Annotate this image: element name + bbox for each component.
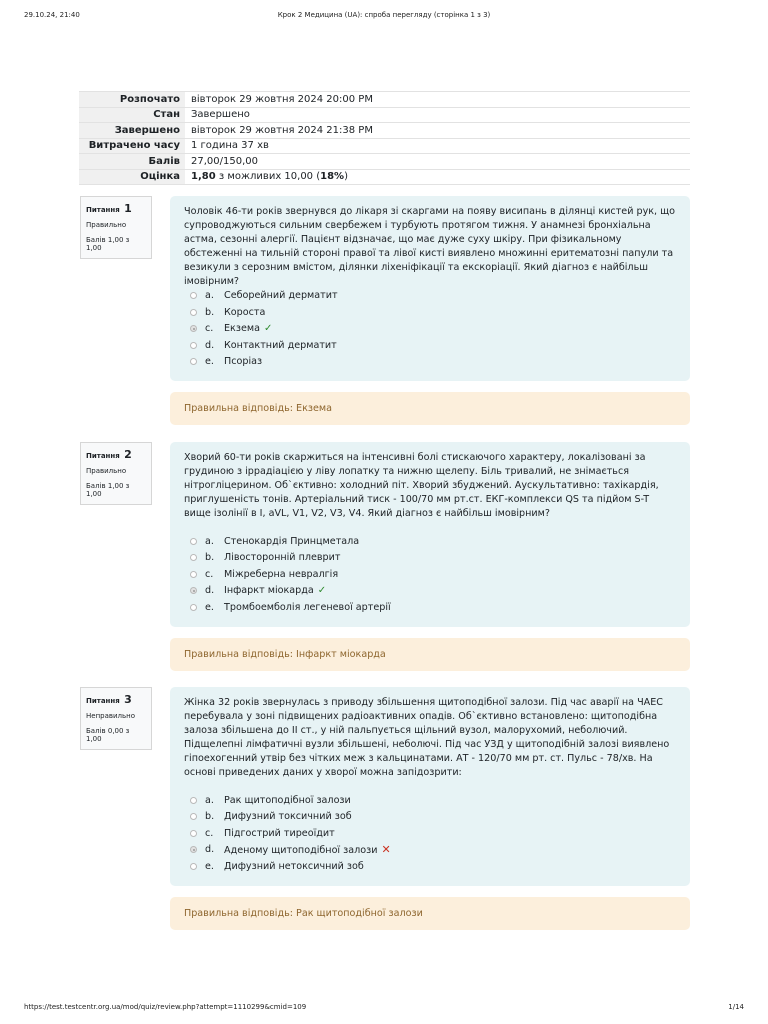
- cross-icon: ✕: [381, 843, 391, 857]
- radio-button[interactable]: [190, 830, 197, 837]
- radio-button[interactable]: [190, 309, 197, 316]
- radio-button[interactable]: [190, 342, 197, 349]
- question-state: Неправильно: [86, 712, 136, 720]
- summary-row: [79, 107, 690, 123]
- summary-value: 1 година 37 хв: [185, 138, 690, 154]
- question-state: Правильно: [86, 221, 127, 229]
- answer-text: Підгострий тиреоїдит: [224, 827, 335, 839]
- answer-text: Дифузний нетоксичний зоб: [224, 860, 364, 872]
- correct-answer-feedback-3: Правильна відповідь: Рак щитоподібної залози: [170, 897, 690, 930]
- radio-button[interactable]: [190, 863, 197, 870]
- summary-value: вівторок 29 жовтня 2024 21:38 PM: [185, 123, 690, 139]
- question-number: [86, 448, 147, 461]
- question-info-2: [80, 442, 152, 505]
- grade-percent: 18%: [320, 171, 345, 183]
- answer-letter: c.: [205, 827, 214, 839]
- answer-letter: e.: [205, 356, 214, 368]
- radio-button[interactable]: [190, 292, 197, 299]
- question-number: [86, 202, 147, 215]
- question-grade: Балів 1,00 з 1,00: [86, 236, 130, 252]
- radio-button[interactable]: [190, 554, 197, 561]
- question-text: Чоловік 46-ти років звернувся до лікаря зі скаргами на появу висипань в ділянці кистей рук, що супроводжуються сильним свербежем і турбують протягом тижня. У анамнезі бронхіальна астма, сезонні алергії. Пацієнт відзначає, що має дуже суху шкіру. При фізикальному обстеженні на тильній стороні правої та лівої кисті виявлено множинні еритематозні папули та везикули з серозним вмістом, ділянки ліхеніфікації та екскоріації. Який діагноз є найбільш імовірним?: [184, 206, 676, 287]
- print-datetime: 29.10.24, 21:40: [24, 11, 80, 19]
- answer-letter: e.: [205, 601, 214, 613]
- summary-label: Завершено: [79, 123, 185, 139]
- question-grade: Балів 1,00 з 1,00: [86, 482, 130, 498]
- question-text: Жінка 32 років звернулась з приводу збільшення щитоподібної залози. Під час аварії на ЧАЕС перебувала у зоні підвищених радіоактивних опадів. Об`єктивно встановлено: щитоподібна залоза збільшена до II ст., у ній пальпується щільний вузол, малорухомий, неболючий. Підщелепні лімфатичні вузли збільшені, неболючі. Під час УЗД у щитоподібній залозі виявлено гіпоехогенний утвір без чітких меж з кальцинатами. АТ - 120/70 мм рт. ст. Пульс - 78/хв. На основі приведених даних у хворої можна запідозрити:: [184, 697, 670, 778]
- summary-label: Витрачено часу: [79, 138, 185, 154]
- answer-letter: b.: [205, 306, 215, 318]
- check-icon: ✓: [317, 585, 327, 597]
- check-icon: ✓: [263, 323, 273, 335]
- answer-text: Короста: [224, 306, 266, 318]
- answer-text: Аденому щитоподібної залози: [224, 845, 378, 857]
- summary-value: Завершено: [185, 107, 690, 123]
- summary-value: 27,00/150,00: [185, 154, 690, 170]
- summary-row: [79, 138, 690, 154]
- summary-value: вівторок 29 жовтня 2024 20:00 PM: [185, 92, 690, 108]
- summary-value: [185, 169, 690, 185]
- answer-text: Контактний дерматит: [224, 339, 337, 351]
- question-text: Хворий 60-ти років скаржиться на інтенсивні болі стискаючого характеру, локалізовані за грудиною з іррадіацією у ліву лопатку та нижню щелепу. Біль тривалий, не знімається нітрогліцерином. Об`єктивно: холодний піт. Хворий збуджений. Аускультативно: тахікардія, приглушеність тонів. Артеріальний тиск - 100/70 мм рт.ст. ЕКГ-комплекси QS та підйом S-T вище ізолінії в I, aVL, V1, V2, V3, V4. Який діагноз є найбільш імовірним?: [184, 452, 659, 519]
- answer-letter: b.: [205, 811, 215, 823]
- question-number: [86, 693, 147, 706]
- correct-answer-feedback-1: Правильна відповідь: Екзема: [170, 392, 690, 425]
- answer-text: Інфаркт міокарда: [224, 585, 314, 597]
- radio-button-checked[interactable]: [190, 846, 197, 853]
- print-url: https://test.testcentr.org.ua/mod/quiz/review.php?attempt=1110299&cmid=109: [24, 1003, 307, 1011]
- radio-button[interactable]: [190, 797, 197, 804]
- radio-button[interactable]: [190, 358, 197, 365]
- question-number-value: 3: [124, 693, 132, 706]
- answer-text: Лівосторонній плеврит: [224, 552, 341, 564]
- summary-row: [79, 154, 690, 170]
- radio-button[interactable]: [190, 571, 197, 578]
- page-counter: 1/14: [728, 1003, 744, 1011]
- answer-letter: e.: [205, 860, 214, 872]
- question-info-1: [80, 196, 152, 259]
- answer-text: Стенокардія Принцметала: [224, 536, 360, 547]
- answer-letter: d.: [205, 339, 215, 351]
- attempt-summary-table: [79, 91, 690, 185]
- question-label: Питання: [86, 452, 120, 460]
- radio-button[interactable]: [190, 604, 197, 611]
- grade-max: з можливих 10,00 (: [215, 171, 321, 183]
- summary-label: Стан: [79, 107, 185, 123]
- answer-text: Екзема: [224, 323, 260, 335]
- answer-letter: c.: [205, 568, 214, 580]
- answer-text: Дифузний токсичний зоб: [224, 811, 352, 823]
- answer-letter: c.: [205, 323, 214, 335]
- answer-text: Тромбоемболія легеневої артерії: [224, 601, 391, 613]
- summary-label: Балів: [79, 154, 185, 170]
- radio-button-checked[interactable]: [190, 325, 197, 332]
- answer-letter: a.: [205, 290, 214, 301]
- answer-letter: d.: [205, 585, 215, 597]
- print-doc-title: Крок 2 Медицина (UA): спроба перегляду (сторінка 1 з 3): [277, 11, 491, 19]
- question-state: Правильно: [86, 467, 127, 475]
- answer-text: Міжреберна невралгія: [224, 568, 339, 580]
- answer-letter: b.: [205, 552, 215, 564]
- answer-letter: d.: [205, 844, 215, 856]
- answer-text: Себорейний дерматит: [224, 290, 338, 301]
- summary-row: [79, 169, 690, 185]
- question-info-3: [80, 687, 152, 750]
- radio-button-checked[interactable]: [190, 587, 197, 594]
- grade-value: 1,80: [191, 171, 216, 183]
- question-number-value: 1: [124, 202, 132, 215]
- summary-row: [79, 123, 690, 139]
- answer-letter: a.: [205, 536, 214, 547]
- answer-letter: a.: [205, 795, 214, 806]
- question-content-1: [170, 196, 690, 381]
- question-label: Питання: [86, 206, 120, 214]
- summary-row: [79, 92, 690, 108]
- radio-button[interactable]: [190, 538, 197, 545]
- question-grade: Балів 0,00 з 1,00: [86, 727, 130, 743]
- question-label: Питання: [86, 697, 120, 705]
- question-content-2: [170, 442, 690, 627]
- answer-text: Рак щитоподібної залози: [224, 795, 351, 806]
- summary-label: Оцінка: [79, 169, 185, 185]
- question-content-3: [170, 687, 690, 886]
- summary-label: Розпочато: [79, 92, 185, 108]
- answer-text: Псоріаз: [224, 356, 263, 368]
- grade-close: ): [344, 171, 348, 183]
- correct-answer-feedback-2: Правильна відповідь: Інфаркт міокарда: [170, 638, 690, 671]
- question-number-value: 2: [124, 448, 132, 461]
- radio-button[interactable]: [190, 813, 197, 820]
